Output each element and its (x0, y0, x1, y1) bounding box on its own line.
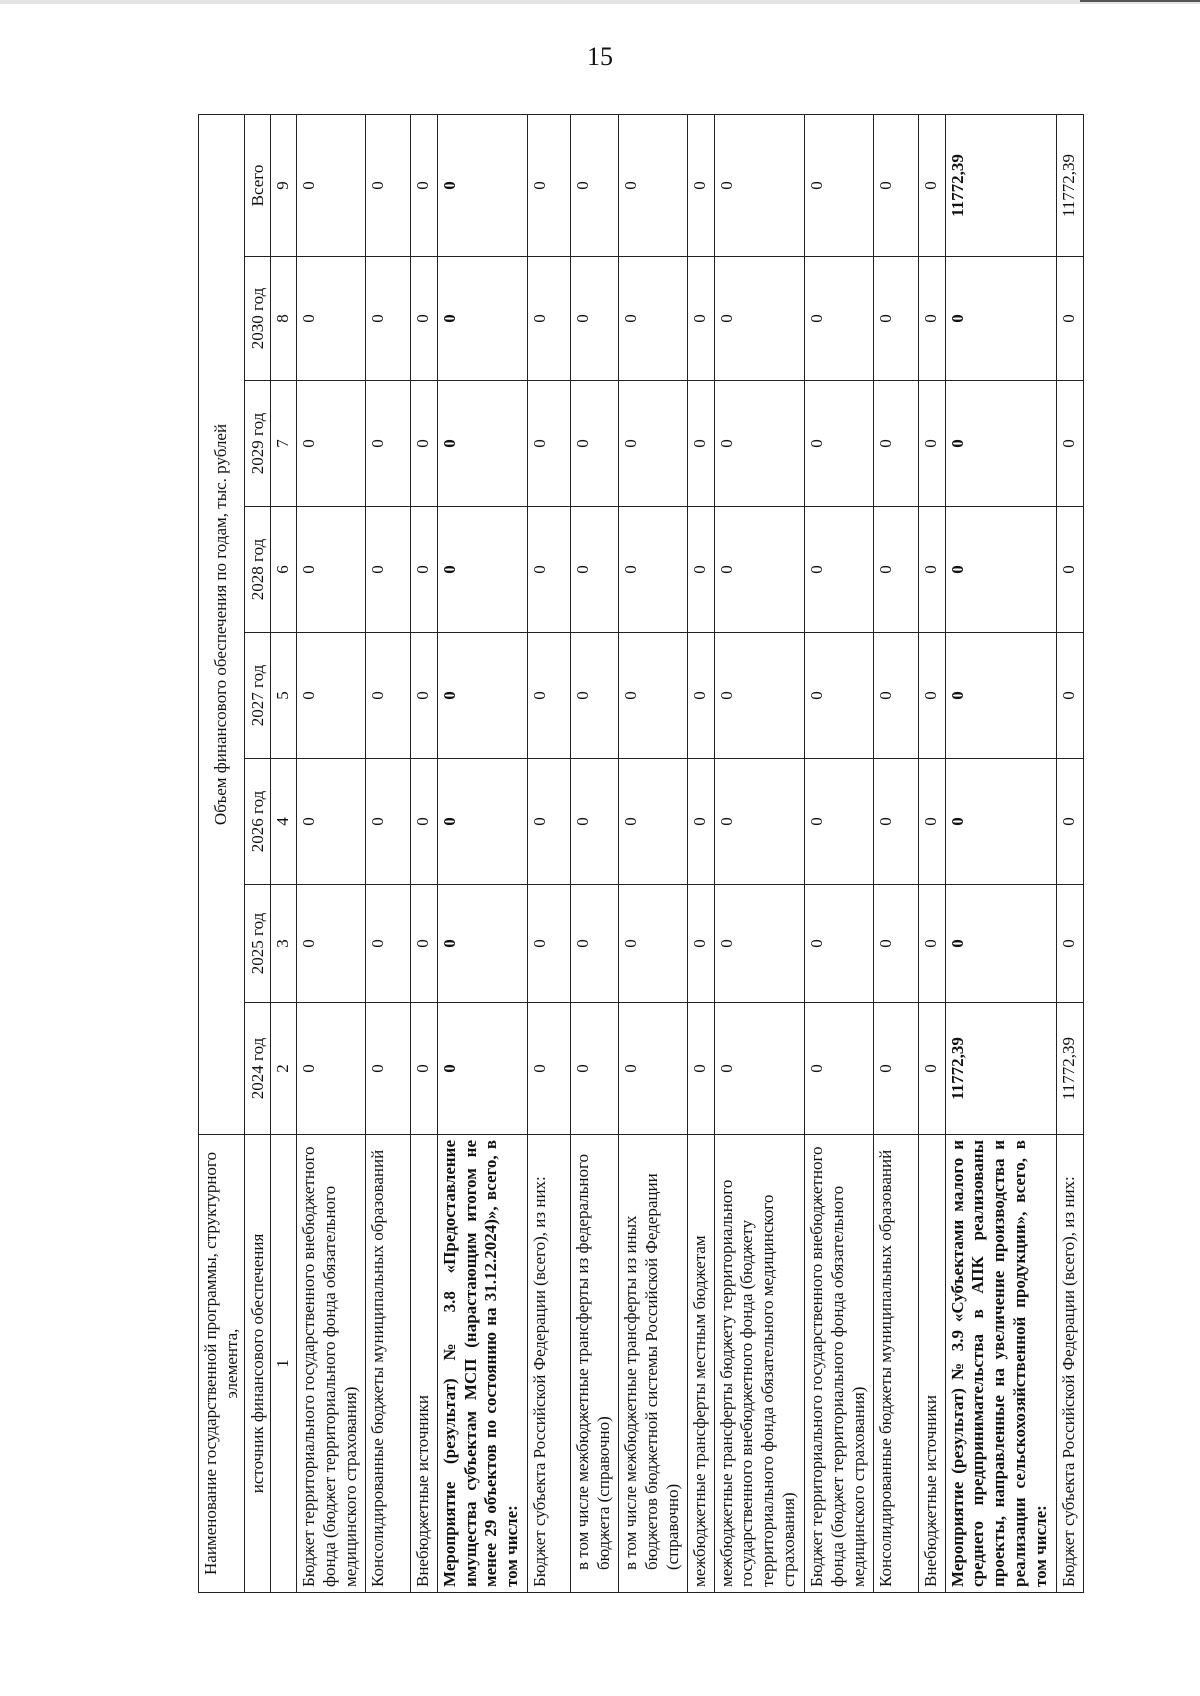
row-label: Внебюджетные источники (411, 1135, 437, 1593)
row-label: Консолидированные бюджеты муниципальных образований (366, 1135, 411, 1593)
cell-value: 0 (619, 633, 688, 759)
cell-value: 0 (805, 507, 874, 633)
cell-value: 0 (297, 381, 366, 507)
cell-value: 0 (411, 114, 437, 256)
cell-value: 0 (366, 257, 411, 381)
cell-value: 0 (688, 114, 714, 256)
cell-value: 0 (919, 381, 945, 507)
cell-value: 0 (805, 114, 874, 256)
cell-value: 0 (411, 633, 437, 759)
row-label: Бюджет субъекта Российской Федерации (всего), из них: (1057, 1135, 1084, 1593)
table-row-measure (945, 114, 1057, 1592)
table-row (919, 114, 945, 1592)
cell-value: 0 (688, 633, 714, 759)
table-row (297, 114, 366, 1592)
cell-value: 0 (437, 114, 527, 256)
table-row (1057, 114, 1084, 1592)
cell-value: 0 (297, 1003, 366, 1135)
cell-value: 0 (874, 507, 919, 633)
cell-value: 0 (805, 759, 874, 885)
cell-value: 0 (528, 759, 571, 885)
header-name-cell (199, 1135, 245, 1593)
cell-value: 0 (919, 257, 945, 381)
cell-value: 0 (411, 381, 437, 507)
cell-value: 0 (688, 759, 714, 885)
row-label: Бюджет территориального государственного внебюджетного фонда (бюджет территориального фонда обязательного медицинского страхования) (805, 1135, 874, 1593)
cell-value: 0 (619, 759, 688, 885)
cell-value: 0 (437, 1003, 527, 1135)
cell-value: 0 (945, 507, 1057, 633)
cell-value: 0 (714, 507, 804, 633)
row-label: межбюджетные трансферты местным бюджетам (688, 1135, 714, 1593)
row-label: Мероприятие (результат) № 3.8 «Предоставление имущества субъектам МСП (нарастающим итогом не менее 29 объектов по состоянию на 31.12.2024)», всего, в том числе: (437, 1135, 527, 1593)
row-label: Внебюджетные источники (919, 1135, 945, 1593)
cell-value: 0 (366, 633, 411, 759)
table-row (714, 114, 804, 1592)
cell-value: 0 (437, 885, 527, 1003)
cell-value: 0 (619, 885, 688, 1003)
row-label: в том числе межбюджетные трансферты из федерального бюджета (справочно) (571, 1135, 619, 1593)
cell-value: 0 (528, 633, 571, 759)
table-row (411, 114, 437, 1592)
header-name-sub: источник финансового обеспечения (245, 1135, 271, 1593)
cell-value: 0 (919, 507, 945, 633)
table-row (688, 114, 714, 1592)
row-label: Бюджет субъекта Российской Федерации (всего), из них: (528, 1135, 571, 1593)
cell-value: 0 (528, 1003, 571, 1135)
cell-value: 11772,39 (945, 114, 1057, 256)
table-row (874, 114, 919, 1592)
cell-value: 0 (805, 1003, 874, 1135)
table-row (571, 114, 619, 1592)
cell-value: 0 (571, 114, 619, 256)
scan-edge-mark (1080, 0, 1200, 2)
cell-value: 0 (437, 257, 527, 381)
cell-value: 0 (874, 885, 919, 1003)
cell-value: 0 (297, 507, 366, 633)
cell-value: 0 (297, 633, 366, 759)
cell-value: 0 (874, 381, 919, 507)
cell-value: 0 (1057, 381, 1084, 507)
col-number: 1 (271, 1135, 297, 1593)
col-number: 7 (271, 381, 297, 507)
cell-value: 0 (874, 257, 919, 381)
header-year-2030: 2030 год (245, 257, 271, 381)
cell-value: 0 (1057, 885, 1084, 1003)
table-row (528, 114, 571, 1592)
budget-table (198, 114, 1084, 1593)
cell-value: 0 (297, 114, 366, 256)
cell-value: 0 (688, 257, 714, 381)
col-number: 8 (271, 257, 297, 381)
rotated-table-container (198, 115, 1084, 1593)
cell-value: 0 (714, 759, 804, 885)
cell-value: 0 (619, 1003, 688, 1135)
col-number: 9 (271, 114, 297, 256)
cell-value: 0 (874, 1003, 919, 1135)
scan-edge (0, 0, 1200, 4)
cell-value: 0 (688, 507, 714, 633)
cell-value: 0 (1057, 633, 1084, 759)
row-label: Консолидированные бюджеты муниципальных образований (874, 1135, 919, 1593)
cell-value: 0 (714, 633, 804, 759)
cell-value: 0 (571, 381, 619, 507)
cell-value: 0 (528, 257, 571, 381)
cell-value: 0 (714, 885, 804, 1003)
header-year-2024: 2024 год (245, 1003, 271, 1135)
cell-value: 0 (411, 759, 437, 885)
cell-value: 0 (437, 759, 527, 885)
cell-value: 11772,39 (1057, 1003, 1084, 1135)
cell-value: 0 (945, 885, 1057, 1003)
cell-value: 0 (411, 257, 437, 381)
header-name: Наименование государственной программы, структурного элемента, (201, 1152, 241, 1575)
cell-value: 0 (714, 257, 804, 381)
cell-value: 0 (571, 507, 619, 633)
row-label: Мероприятие (результат) № 3.9 «Субъектами малого и среднего предпринимательства в АПК реализованы проекты, направленные на увеличение производства и реализации сельскохозяйственной продукции», всего, в том числе: (945, 1135, 1057, 1593)
cell-value: 0 (411, 885, 437, 1003)
cell-value: 0 (366, 381, 411, 507)
col-number: 6 (271, 507, 297, 633)
cell-value: 0 (528, 885, 571, 1003)
cell-value: 0 (1057, 759, 1084, 885)
page-number: 15 (587, 42, 613, 71)
cell-value: 0 (619, 114, 688, 256)
cell-value: 0 (571, 759, 619, 885)
cell-value: 0 (366, 885, 411, 1003)
header-year-2029: 2029 год (245, 381, 271, 507)
cell-value: 0 (874, 114, 919, 256)
cell-value: 0 (714, 114, 804, 256)
cell-value: 0 (619, 381, 688, 507)
cell-value: 0 (874, 759, 919, 885)
cell-value: 0 (571, 885, 619, 1003)
cell-value: 0 (919, 114, 945, 256)
cell-value: 0 (297, 257, 366, 381)
table-row (805, 114, 874, 1592)
table-row (366, 114, 411, 1592)
col-number: 4 (271, 759, 297, 885)
cell-value: 0 (571, 1003, 619, 1135)
cell-value: 11772,39 (945, 1003, 1057, 1135)
cell-value: 0 (1057, 257, 1084, 381)
cell-value: 0 (297, 885, 366, 1003)
cell-value: 0 (805, 257, 874, 381)
row-label: в том числе межбюджетные трансферты из иных бюджетов бюджетной системы Российской Федерации (справочно) (619, 1135, 688, 1593)
cell-value: 0 (619, 257, 688, 381)
cell-value: 0 (571, 257, 619, 381)
row-label: Бюджет территориального государственного внебюджетного фонда (бюджет территориального фонда обязательного медицинского страхования) (297, 1135, 366, 1593)
cell-value: 0 (619, 507, 688, 633)
cell-value: 0 (688, 885, 714, 1003)
cell-value: 0 (714, 1003, 804, 1135)
cell-value: 0 (714, 381, 804, 507)
cell-value: 0 (437, 381, 527, 507)
cell-value: 0 (528, 381, 571, 507)
cell-value: 0 (919, 633, 945, 759)
cell-value: 0 (437, 507, 527, 633)
cell-value: 0 (919, 885, 945, 1003)
cell-value: 0 (571, 633, 619, 759)
col-number: 3 (271, 885, 297, 1003)
cell-value: 0 (411, 1003, 437, 1135)
cell-value: 0 (366, 507, 411, 633)
header-year-2026: 2026 год (245, 759, 271, 885)
cell-value: 0 (366, 114, 411, 256)
cell-value: 0 (688, 381, 714, 507)
cell-value: 0 (945, 381, 1057, 507)
col-number: 2 (271, 1003, 297, 1135)
table-row-measure (437, 114, 527, 1592)
cell-value: 0 (1057, 507, 1084, 633)
header-year-2028: 2028 год (245, 507, 271, 633)
header-volume: Объем финансового обеспечения по годам, тыс. рублей (199, 114, 245, 1134)
cell-value: 0 (919, 759, 945, 885)
row-label: межбюджетные трансферты бюджету территориального государственного внебюджетного фонда (бюджету территориального фонда обязательного медицинского страхования) (714, 1135, 804, 1593)
cell-value: 0 (805, 885, 874, 1003)
header-year-2027: 2027 год (245, 633, 271, 759)
cell-value: 0 (805, 633, 874, 759)
cell-value: 0 (528, 507, 571, 633)
cell-value: 0 (297, 759, 366, 885)
table-row (619, 114, 688, 1592)
cell-value: 11772,39 (1057, 114, 1084, 256)
cell-value: 0 (437, 633, 527, 759)
col-number: 5 (271, 633, 297, 759)
header-total: Всего (245, 114, 271, 256)
cell-value: 0 (945, 633, 1057, 759)
cell-value: 0 (919, 1003, 945, 1135)
cell-value: 0 (366, 1003, 411, 1135)
cell-value: 0 (411, 507, 437, 633)
header-year-2025: 2025 год (245, 885, 271, 1003)
cell-value: 0 (366, 759, 411, 885)
cell-value: 0 (688, 1003, 714, 1135)
cell-value: 0 (528, 114, 571, 256)
cell-value: 0 (874, 633, 919, 759)
cell-value: 0 (945, 759, 1057, 885)
cell-value: 0 (805, 381, 874, 507)
cell-value: 0 (945, 257, 1057, 381)
